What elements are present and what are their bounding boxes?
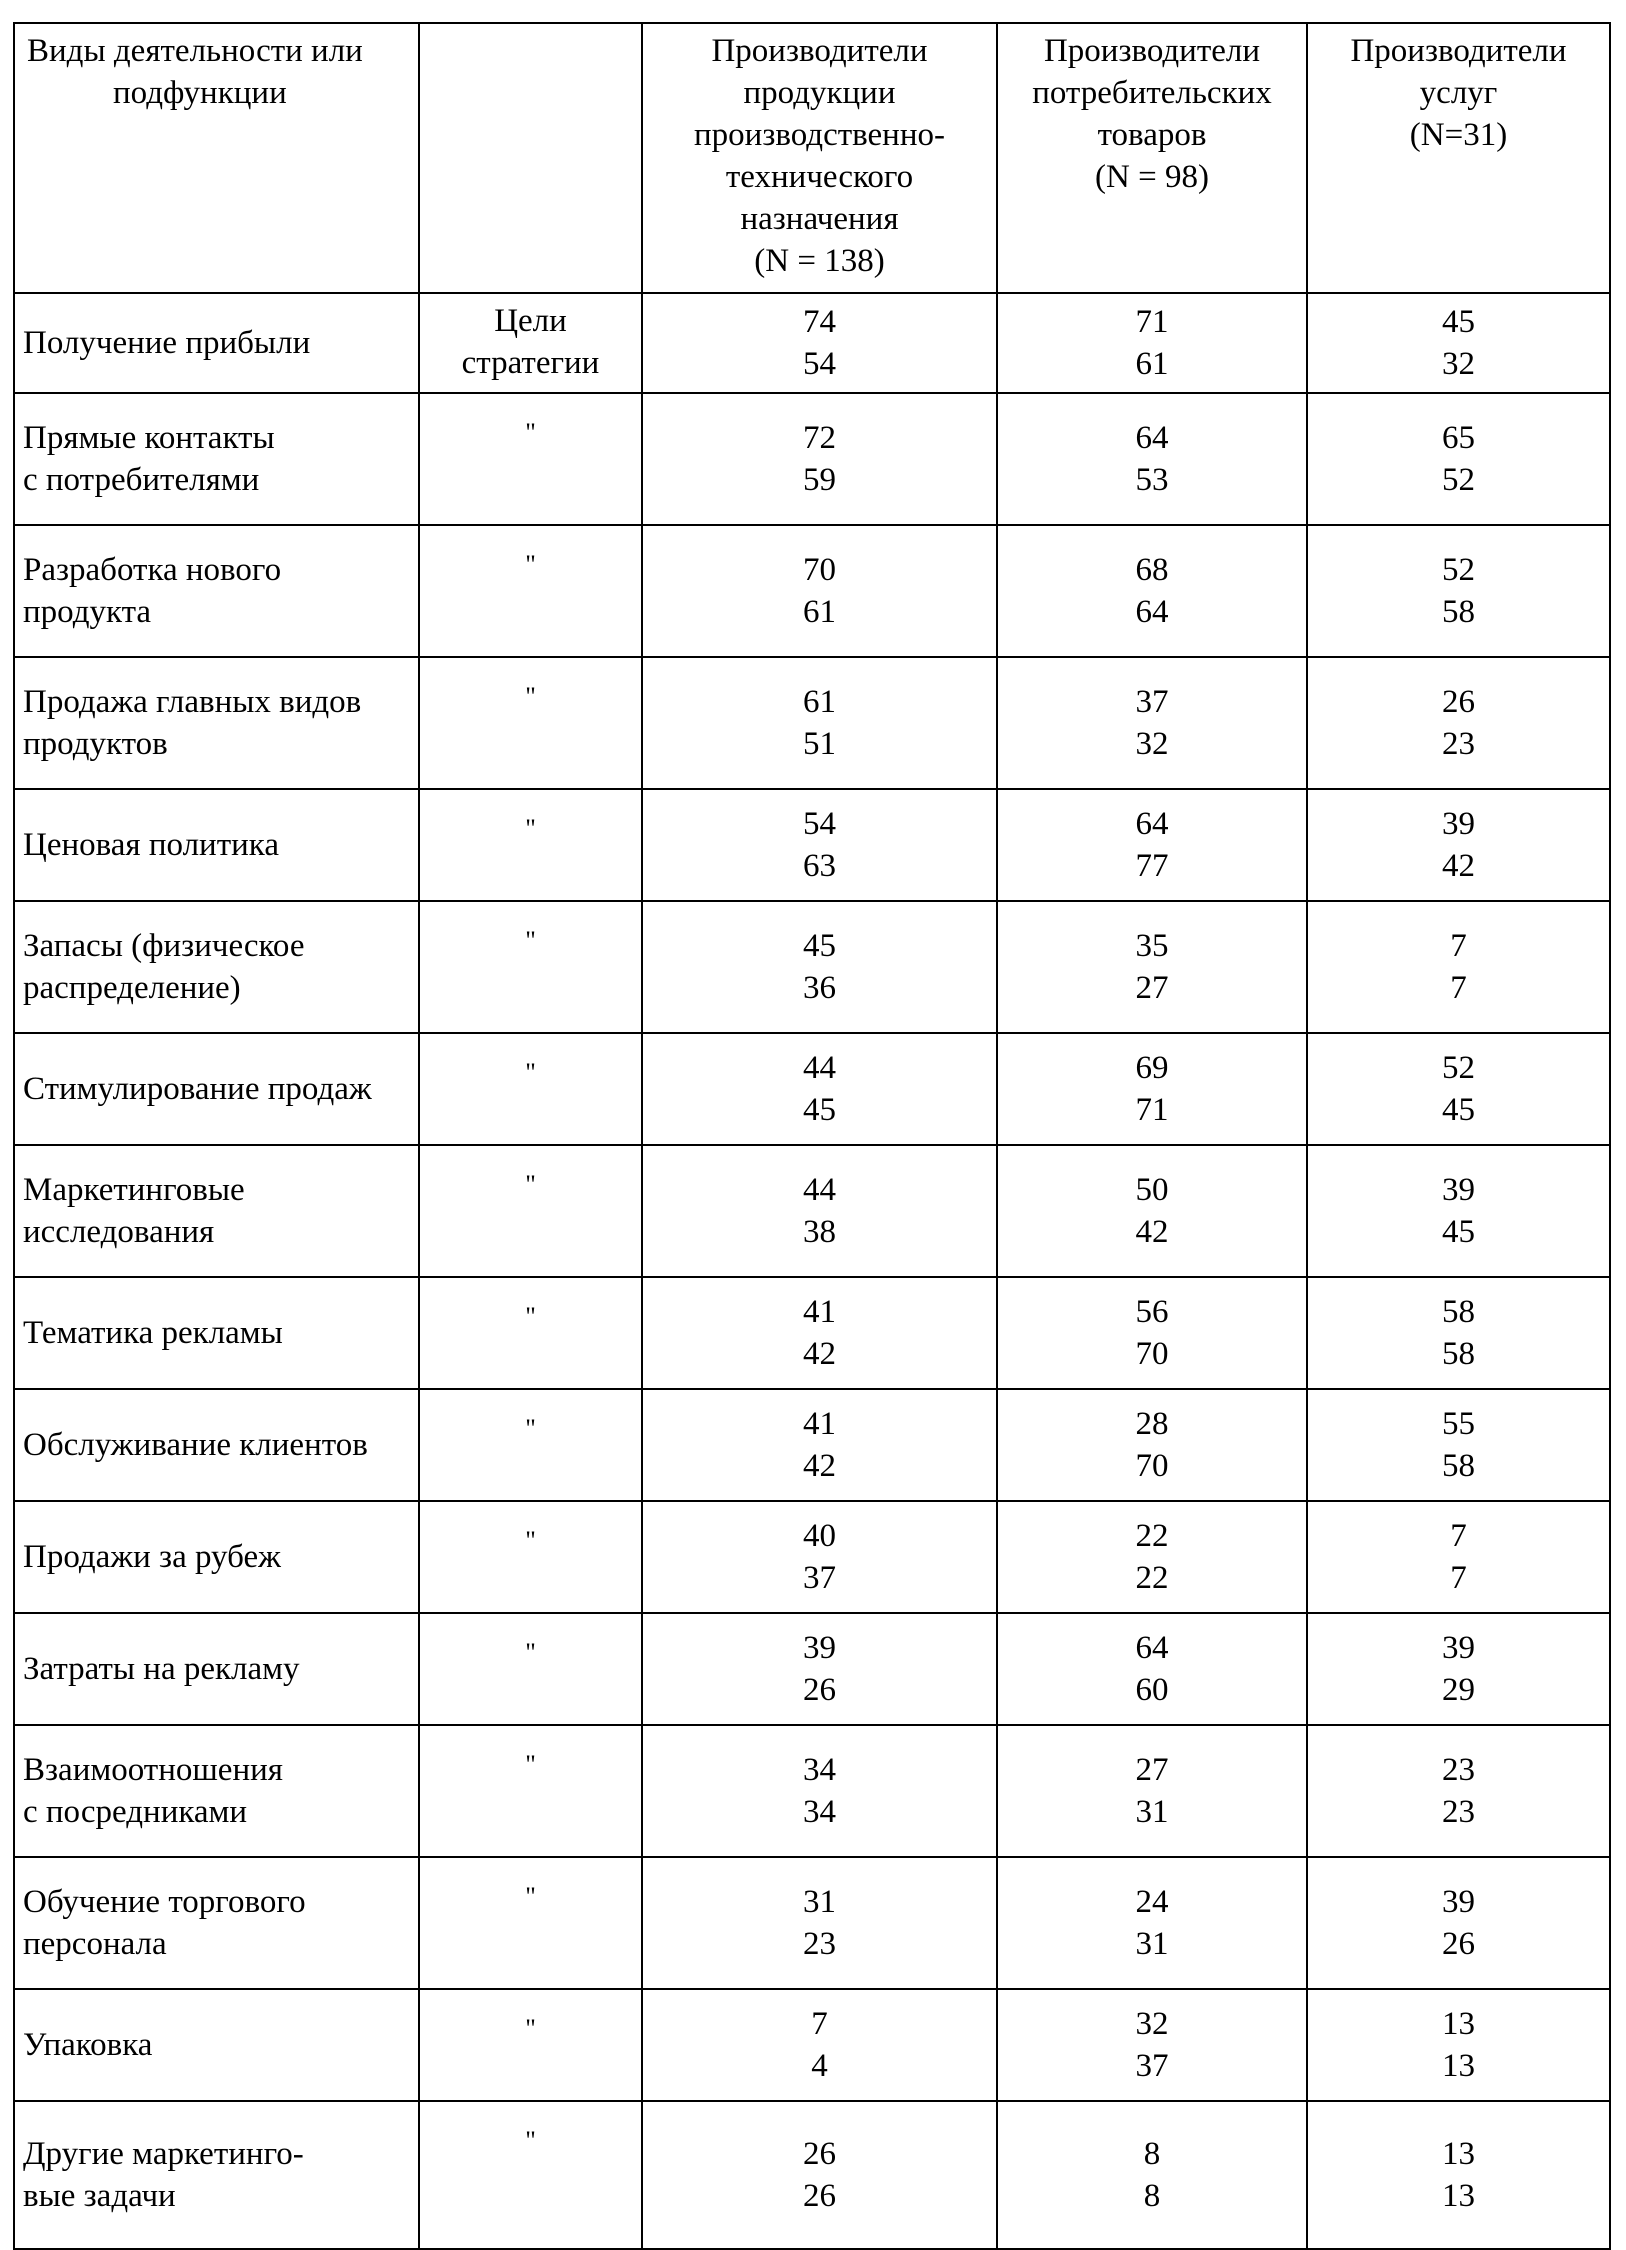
category-label: " [525,1526,536,1555]
consumer-value-cell [997,1857,1307,1989]
header-line: производственно- [694,117,945,153]
value: 27 [1135,1752,1169,1788]
activity-label: с посредниками [23,1794,248,1830]
table-row [14,901,1610,1033]
activity-cell [14,2101,419,2249]
value: 64 [1135,1630,1169,1666]
value: 23 [1442,1752,1475,1788]
services-value-cell [1307,1989,1610,2101]
services-value-cell [1307,1389,1610,1501]
activity-label: распределение) [23,970,241,1006]
activity-cell [14,1033,419,1145]
activity-label: Запасы (физическое [23,928,305,964]
category-label: " [525,1414,536,1443]
activity-cell [14,525,419,657]
services-value-cell [1307,293,1610,393]
value: 71 [1135,1092,1169,1128]
consumer-value-cell [997,1725,1307,1857]
table-row [14,1725,1610,1857]
value: 56 [1135,1294,1169,1330]
activity-label: продукта [23,594,152,630]
category-cell [419,1501,642,1613]
category-cell [419,525,642,657]
value: 26 [1442,684,1475,720]
value: 23 [803,1926,836,1962]
value: 26 [1442,1926,1475,1962]
value: 32 [1135,726,1169,762]
value: 60 [1135,1672,1169,1708]
value: 74 [803,304,836,340]
header-industrial [642,23,997,293]
activity-label: Упаковка [23,2027,153,2063]
services-value-cell [1307,901,1610,1033]
header-activity [14,23,419,293]
consumer-value-cell [997,657,1307,789]
header-line: потребительских [1032,75,1272,111]
value: 58 [1442,1336,1475,1372]
value: 28 [1135,1406,1169,1442]
activity-label: Маркетинговые [23,1172,245,1208]
value: 7 [1450,1560,1467,1596]
value: 37 [1135,2048,1169,2084]
category-cell [419,657,642,789]
header-line: Виды деятельности или [27,33,363,69]
activity-label: продуктов [23,726,168,762]
category-cell [419,393,642,525]
category-cell [419,2101,642,2249]
category-label: " [525,2014,536,2043]
value: 42 [1442,848,1475,884]
category-cell [419,1389,642,1501]
value: 22 [1135,1518,1169,1554]
consumer-value-cell [997,1989,1307,2101]
activity-label: вые задачи [23,2178,176,2214]
category-label: " [525,682,536,711]
consumer-value-cell [997,1613,1307,1725]
table-row [14,1033,1610,1145]
value: 42 [803,1336,836,1372]
activity-cell [14,1613,419,1725]
table-body [14,293,1610,2249]
activity-label: Обучение торгового [23,1884,306,1920]
value: 41 [803,1294,836,1330]
value: 13 [1442,2048,1475,2084]
value: 42 [803,1448,836,1484]
industrial-value-cell [642,393,997,525]
industrial-value-cell [642,1857,997,1989]
industrial-value-cell [642,2101,997,2249]
value: 22 [1135,1560,1169,1596]
header-line: (N=31) [1409,117,1508,153]
header-line: Производители [711,33,928,69]
value: 68 [1135,552,1169,588]
services-value-cell [1307,1857,1610,1989]
value: 52 [1442,1050,1475,1086]
header-line: услуг [1419,75,1498,111]
services-value-cell [1307,525,1610,657]
value: 72 [803,420,836,456]
value: 50 [1135,1172,1169,1208]
value: 58 [1442,1448,1475,1484]
value: 70 [1135,1448,1169,1484]
header-line: назначения [740,201,899,237]
header-line: подфункции [113,75,287,111]
value: 39 [1442,1172,1475,1208]
value: 34 [803,1794,836,1830]
activity-label: Затраты на рекламу [23,1651,300,1687]
consumer-value-cell [997,1501,1307,1613]
activity-label: Другие маркетинго- [23,2136,304,2172]
activity-label: Ценовая политика [23,827,279,863]
category-label: " [525,1638,536,1667]
activity-cell [14,293,419,393]
value: 31 [1135,1926,1169,1962]
header-type [419,23,642,293]
table-row [14,1389,1610,1501]
value: 53 [1135,462,1169,498]
value: 32 [1442,346,1475,382]
table-row [14,1277,1610,1389]
category-cell [419,1725,642,1857]
category-label: " [525,926,536,955]
header-line: (N = 98) [1095,159,1209,195]
value: 39 [1442,1630,1475,1666]
industrial-value-cell [642,1145,997,1277]
activity-label: с потребителями [23,462,260,498]
category-label: стратегии [461,345,600,381]
value: 24 [1135,1884,1169,1920]
value: 23 [1442,1794,1475,1830]
consumer-value-cell [997,393,1307,525]
activity-label: Продажи за рубеж [23,1539,281,1575]
industrial-value-cell [642,1989,997,2101]
services-value-cell [1307,1501,1610,1613]
table-row [14,293,1610,393]
industrial-value-cell [642,1613,997,1725]
table-row [14,1989,1610,2101]
value: 8 [1143,2178,1161,2214]
activity-cell [14,1857,419,1989]
category-label: " [525,1882,536,1911]
table-row [14,1857,1610,1989]
value: 7 [811,2006,828,2042]
activity-label: персонала [23,1926,167,1962]
value: 39 [1442,1884,1475,1920]
activity-cell [14,1389,419,1501]
value: 40 [803,1518,836,1554]
value: 31 [803,1884,836,1920]
value: 8 [1143,2136,1161,2172]
services-value-cell [1307,1613,1610,1725]
consumer-value-cell [997,901,1307,1033]
activity-cell [14,789,419,901]
value: 29 [1442,1672,1475,1708]
category-label: " [525,1302,536,1331]
activity-cell [14,1725,419,1857]
header-line: товаров [1097,117,1207,153]
marketing-activities-table [13,22,1611,2250]
value: 51 [803,726,836,762]
value: 39 [803,1630,836,1666]
industrial-value-cell [642,657,997,789]
value: 70 [803,552,836,588]
category-label: " [525,2126,536,2155]
activity-cell [14,1145,419,1277]
header-line: продукции [743,75,896,111]
header-line: Производители [1350,33,1567,69]
value: 37 [803,1560,836,1596]
value: 58 [1442,594,1475,630]
value: 52 [1442,552,1475,588]
value: 64 [1135,420,1169,456]
value: 70 [1135,1336,1169,1372]
services-value-cell [1307,789,1610,901]
value: 26 [803,2136,836,2172]
consumer-value-cell [997,1277,1307,1389]
industrial-value-cell [642,1389,997,1501]
table-row [14,657,1610,789]
value: 39 [1442,806,1475,842]
category-cell [419,1033,642,1145]
value: 61 [803,594,836,630]
services-value-cell [1307,1725,1610,1857]
value: 64 [1135,594,1169,630]
consumer-value-cell [997,1033,1307,1145]
value: 7 [1450,928,1467,964]
value: 69 [1135,1050,1169,1086]
value: 45 [803,928,836,964]
consumer-value-cell [997,2101,1307,2249]
category-label: Цели [494,303,567,339]
consumer-value-cell [997,525,1307,657]
value: 61 [1135,346,1169,382]
consumer-value-cell [997,1389,1307,1501]
table-row [14,1501,1610,1613]
activity-label: Продажа главных видов [23,684,362,720]
value: 54 [803,806,836,842]
value: 65 [1442,420,1475,456]
header-line: Производители [1043,33,1261,69]
value: 31 [1135,1794,1169,1830]
header-consumer [997,23,1307,293]
category-cell [419,1145,642,1277]
activity-label: Стимулирование продаж [23,1071,372,1107]
value: 42 [1135,1214,1169,1250]
category-cell [419,1989,642,2101]
category-cell [419,293,642,393]
value: 45 [803,1092,836,1128]
activity-label: Получение прибыли [23,325,311,361]
value: 26 [803,1672,836,1708]
table-row [14,393,1610,525]
activity-label: Прямые контакты [23,420,275,456]
category-label: " [525,1750,536,1779]
industrial-value-cell [642,789,997,901]
category-label: " [525,550,536,579]
value: 64 [1135,806,1169,842]
table-row [14,2101,1610,2249]
value: 35 [1135,928,1169,964]
value: 52 [1442,462,1475,498]
activity-cell [14,393,419,525]
activity-cell [14,901,419,1033]
services-value-cell [1307,393,1610,525]
activity-cell [14,1501,419,1613]
value: 32 [1135,2006,1169,2042]
table-row [14,1145,1610,1277]
value: 54 [803,346,836,382]
activity-label: исследования [23,1214,215,1250]
services-value-cell [1307,1033,1610,1145]
table-row [14,1613,1610,1725]
services-value-cell [1307,1277,1610,1389]
services-value-cell [1307,657,1610,789]
activity-label: Взаимоотношения [23,1752,283,1788]
value: 61 [803,684,836,720]
value: 26 [803,2178,836,2214]
industrial-value-cell [642,293,997,393]
value: 45 [1442,1092,1475,1128]
activity-cell [14,1989,419,2101]
value: 59 [803,462,836,498]
industrial-value-cell [642,1501,997,1613]
value: 36 [803,970,836,1006]
value: 34 [803,1752,836,1788]
value: 44 [803,1050,836,1086]
value: 13 [1442,2178,1475,2214]
services-value-cell [1307,1145,1610,1277]
category-cell [419,1277,642,1389]
header-line: технического [725,159,914,195]
industrial-value-cell [642,901,997,1033]
value: 23 [1442,726,1475,762]
category-label: " [525,418,536,447]
activity-label: Тематика рекламы [23,1315,283,1351]
consumer-value-cell [997,293,1307,393]
category-label: " [525,814,536,843]
activity-cell [14,1277,419,1389]
header-row [14,23,1610,293]
category-cell [419,901,642,1033]
header-services [1307,23,1610,293]
consumer-value-cell [997,1145,1307,1277]
value: 45 [1442,304,1475,340]
category-cell [419,1857,642,1989]
services-value-cell [1307,2101,1610,2249]
value: 27 [1135,970,1169,1006]
category-cell [419,1613,642,1725]
value: 58 [1442,1294,1475,1330]
value: 77 [1135,848,1169,884]
header-line: (N = 138) [754,243,885,279]
value: 4 [811,2048,828,2084]
activity-cell [14,657,419,789]
value: 45 [1442,1214,1475,1250]
value: 13 [1442,2136,1475,2172]
category-cell [419,789,642,901]
value: 63 [803,848,836,884]
industrial-value-cell [642,1277,997,1389]
industrial-value-cell [642,525,997,657]
activity-label: Разработка нового [23,552,282,588]
value: 41 [803,1406,836,1442]
table-row [14,525,1610,657]
category-label: " [525,1058,536,1087]
value: 38 [803,1214,836,1250]
value: 44 [803,1172,836,1208]
activity-label: Обслуживание клиентов [23,1427,368,1463]
industrial-value-cell [642,1725,997,1857]
value: 13 [1442,2006,1475,2042]
value: 7 [1450,1518,1467,1554]
value: 7 [1450,970,1467,1006]
category-label: " [525,1170,536,1199]
value: 37 [1135,684,1169,720]
consumer-value-cell [997,789,1307,901]
table-row [14,789,1610,901]
industrial-value-cell [642,1033,997,1145]
value: 55 [1442,1406,1475,1442]
value: 71 [1135,304,1169,340]
